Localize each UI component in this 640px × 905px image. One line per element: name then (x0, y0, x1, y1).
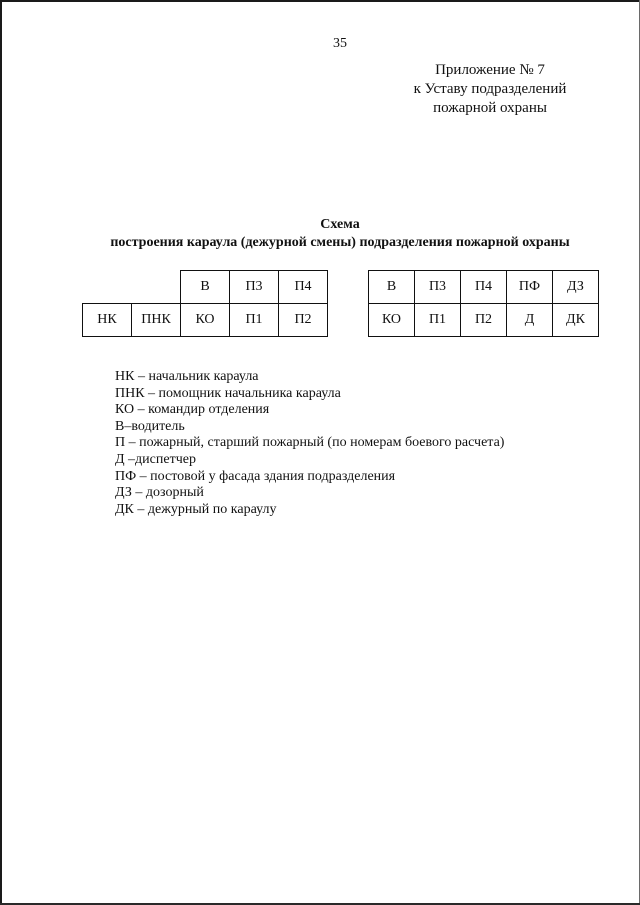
scan-edge-left (0, 0, 2, 905)
title-line-1: Схема (320, 217, 360, 232)
legend-item: П – пожарный, старший пожарный (по номерам боевого расчета) (115, 435, 505, 451)
scheme-cell: П3 (230, 271, 279, 304)
scheme-cell: НК (83, 304, 132, 337)
legend-item: НК – начальник караула (115, 369, 259, 384)
appendix-header (380, 61, 600, 118)
scheme-cell: П1 (415, 304, 461, 337)
scheme-cell: В (369, 271, 415, 304)
scheme-cell: ДК (553, 304, 599, 337)
scheme-cell: П1 (230, 304, 279, 337)
legend-item: ДЗ – дозорный (115, 485, 204, 501)
scheme-cell: КО (369, 304, 415, 337)
scheme-cell: П3 (415, 271, 461, 304)
appendix-line-3: пожарной охраны (433, 100, 547, 116)
scheme-right-bottom-row (369, 304, 599, 337)
scan-edge-top (0, 0, 640, 2)
legend-list (115, 369, 595, 518)
title-line-2: построения караула (дежурной смены) подразделения пожарной охраны (110, 235, 570, 250)
scheme-cell: ПНК (132, 304, 181, 337)
legend-item: ДК – дежурный по караулу (115, 501, 277, 517)
legend-item: ПНК – помощник начальника караула (115, 385, 341, 401)
scheme-table-left (82, 270, 328, 337)
legend-item: ПФ – постовой у фасада здания подразделения (115, 468, 396, 484)
legend-item: КО – командир отделения (115, 402, 270, 418)
page-number: 35 (333, 36, 347, 51)
scheme-title (0, 216, 640, 252)
scheme-table-right (368, 270, 599, 337)
scheme-cell: КО (181, 304, 230, 337)
scheme-cell-empty (83, 271, 132, 304)
scheme-cell: П2 (279, 304, 328, 337)
scheme-cell: П2 (461, 304, 507, 337)
scheme-cell: П4 (279, 271, 328, 304)
scheme-cell: ПФ (507, 271, 553, 304)
scheme-right-top-row (369, 271, 599, 304)
legend-item: Д –диспетчер (115, 451, 196, 467)
scheme-cell-empty (132, 271, 181, 304)
scheme-cell: Д (507, 304, 553, 337)
scheme-cell: В (181, 271, 230, 304)
appendix-line-2: к Уставу подразделений (413, 81, 567, 97)
scheme-left-bottom-row (83, 304, 328, 337)
scheme-left-top-row (83, 271, 328, 304)
legend-item: В–водитель (115, 418, 185, 434)
scheme-cell: П4 (461, 271, 507, 304)
appendix-line-1: Приложение № 7 (435, 62, 545, 78)
scheme-cell: ДЗ (553, 271, 599, 304)
